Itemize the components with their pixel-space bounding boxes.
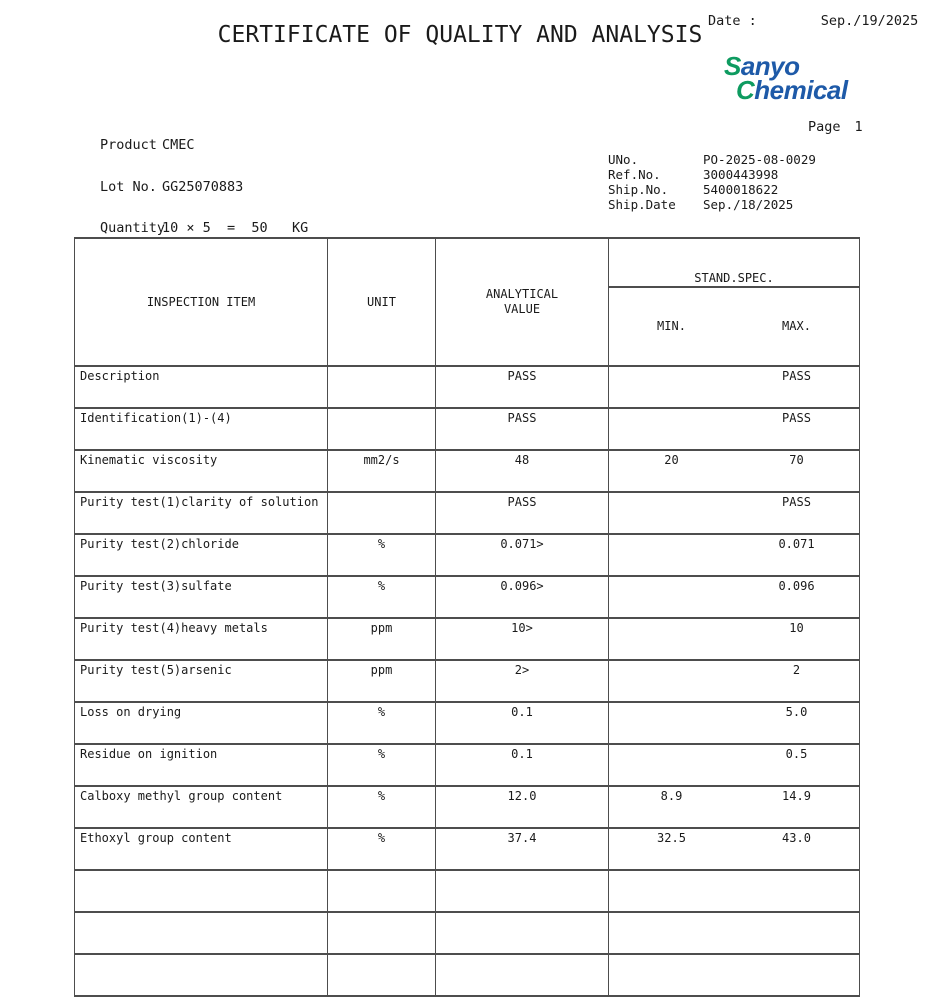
shipment-row	[608, 182, 816, 197]
cell-analytical-value	[436, 912, 609, 954]
quantity-value: 10 × 5 = 50 KG	[162, 220, 309, 236]
cell-unit	[328, 912, 436, 954]
header-analytical-value	[436, 238, 609, 366]
cell-unit	[328, 492, 436, 534]
cell-stand-spec	[609, 912, 860, 954]
company-logo	[724, 51, 848, 105]
spec-pair	[609, 663, 859, 677]
cell-inspection-item: Description	[75, 366, 328, 408]
cell-spec-max: 70	[789, 453, 804, 467]
date-value: Sep./19/2025	[820, 13, 919, 29]
cell-inspection-item: Loss on drying	[75, 702, 328, 744]
table-row	[75, 492, 860, 534]
cell-unit: mm2/s	[328, 450, 436, 492]
logo-initial-c: C	[736, 75, 755, 105]
table-row	[75, 870, 860, 912]
shipment-row	[608, 197, 816, 212]
cell-spec-min	[609, 705, 734, 719]
cell-spec-max: PASS	[782, 369, 811, 383]
cell-spec-min: 32.5	[657, 831, 686, 845]
page-title: CERTIFICATE OF QUALITY AND ANALYSIS	[217, 22, 703, 48]
cell-unit: %	[328, 828, 436, 870]
cell-stand-spec	[609, 450, 860, 492]
cell-inspection-item	[75, 912, 328, 954]
shipment-value: 3000443998	[703, 167, 779, 182]
cell-inspection-item: Calboxy methyl group content	[75, 786, 328, 828]
cell-spec-max: 0.5	[785, 747, 808, 761]
spec-pair	[609, 579, 859, 593]
spec-pair	[609, 495, 859, 509]
cell-spec-max: 10	[789, 621, 804, 635]
header-analytical-line1: ANALYTICAL	[485, 287, 559, 301]
lot-label: Lot No.	[100, 179, 157, 195]
cell-analytical-value: 37.4	[436, 828, 609, 870]
table-row	[75, 450, 860, 492]
cell-stand-spec	[609, 660, 860, 702]
cell-stand-spec	[609, 702, 860, 744]
cell-stand-spec	[609, 534, 860, 576]
cell-analytical-value: 0.096>	[436, 576, 609, 618]
shipment-label: Ship.No.	[608, 182, 669, 197]
lot-line	[100, 179, 243, 195]
cell-stand-spec	[609, 744, 860, 786]
table-row	[75, 786, 860, 828]
quantity-line	[100, 220, 308, 236]
table-row	[75, 660, 860, 702]
spec-pair	[609, 789, 859, 803]
table-row	[75, 828, 860, 870]
shipment-row	[608, 152, 816, 167]
table-row	[75, 702, 860, 744]
logo-line-chemical	[736, 75, 848, 105]
cell-inspection-item: Kinematic viscosity	[75, 450, 328, 492]
cell-unit: %	[328, 534, 436, 576]
cell-stand-spec	[609, 870, 860, 912]
cell-inspection-item: Purity test(2)chloride	[75, 534, 328, 576]
table-row	[75, 618, 860, 660]
cell-unit: ppm	[328, 618, 436, 660]
header-analytical-line2: VALUE	[503, 302, 541, 316]
logo-rest-hemical: hemical	[754, 75, 848, 105]
cell-spec-min	[609, 579, 734, 593]
shipment-value: PO-2025-08-0029	[703, 152, 816, 167]
quantity-label: Quantity	[100, 220, 166, 236]
cell-stand-spec	[609, 954, 860, 996]
cell-stand-spec	[609, 408, 860, 450]
table-row	[75, 744, 860, 786]
cell-inspection-item	[75, 870, 328, 912]
cell-analytical-value: PASS	[436, 366, 609, 408]
inspection-table	[74, 237, 860, 997]
logo-rest-anyo: anyo	[740, 51, 800, 81]
page-label: Page	[808, 119, 841, 135]
cell-spec-min	[609, 621, 734, 635]
inspection-table-header	[75, 238, 860, 366]
page-number: 1	[854, 119, 863, 135]
date-row	[708, 13, 918, 29]
lot-value: GG25070883	[162, 179, 244, 195]
cell-inspection-item: Purity test(3)sulfate	[75, 576, 328, 618]
date-label: Date :	[708, 13, 757, 29]
cell-spec-min	[609, 411, 734, 425]
cell-stand-spec	[609, 618, 860, 660]
table-row	[75, 534, 860, 576]
spec-pair	[609, 453, 859, 467]
cell-analytical-value: 10>	[436, 618, 609, 660]
cell-analytical-value: 0.1	[436, 702, 609, 744]
spec-pair	[609, 831, 859, 845]
cell-analytical-value: PASS	[436, 492, 609, 534]
spec-pair	[609, 705, 859, 719]
cell-unit: %	[328, 576, 436, 618]
cell-unit: %	[328, 786, 436, 828]
cell-spec-max: PASS	[782, 411, 811, 425]
cell-analytical-value	[436, 870, 609, 912]
cell-spec-min: 20	[664, 453, 679, 467]
cell-spec-max: 2	[792, 663, 801, 677]
cell-unit	[328, 366, 436, 408]
cell-analytical-value	[436, 954, 609, 996]
cell-spec-min	[609, 495, 734, 509]
cell-stand-spec	[609, 576, 860, 618]
shipment-row	[608, 167, 816, 182]
shipment-info-block	[608, 152, 816, 212]
shipment-value: 5400018622	[703, 182, 779, 197]
shipment-value: Sep./18/2025	[703, 197, 794, 212]
cell-unit	[328, 408, 436, 450]
cell-spec-max: PASS	[782, 495, 811, 509]
cell-unit	[328, 954, 436, 996]
cell-spec-max: 0.096	[778, 579, 815, 593]
cell-stand-spec	[609, 786, 860, 828]
cell-analytical-value: 12.0	[436, 786, 609, 828]
cell-inspection-item: Purity test(5)arsenic	[75, 660, 328, 702]
cell-spec-max: 14.9	[782, 789, 811, 803]
table-row	[75, 954, 860, 996]
inspection-table-body	[75, 366, 860, 996]
cell-analytical-value: PASS	[436, 408, 609, 450]
cell-stand-spec	[609, 366, 860, 408]
spec-pair	[609, 369, 859, 383]
cell-stand-spec	[609, 828, 860, 870]
cell-unit	[328, 870, 436, 912]
cell-spec-min: 8.9	[660, 789, 683, 803]
cell-inspection-item: Purity test(4)heavy metals	[75, 618, 328, 660]
shipment-label: Ref.No.	[608, 167, 661, 182]
product-value: CMEC	[162, 137, 195, 153]
cell-inspection-item: Identification(1)-(4)	[75, 408, 328, 450]
cell-inspection-item	[75, 954, 328, 996]
cell-unit: %	[328, 744, 436, 786]
cell-unit: ppm	[328, 660, 436, 702]
cell-spec-max: 0.071	[778, 537, 815, 551]
logo-initial-s: S	[724, 51, 741, 81]
header-stand-spec-label: STAND.SPEC.	[609, 269, 859, 288]
cell-inspection-item: Purity test(1)clarity of solution	[75, 492, 328, 534]
cell-spec-min	[609, 369, 734, 383]
header-max: MAX.	[782, 319, 811, 333]
cell-analytical-value: 0.1	[436, 744, 609, 786]
header-min: MIN.	[657, 319, 686, 333]
header-unit: UNIT	[328, 238, 436, 366]
spec-pair	[609, 537, 859, 551]
table-row	[75, 366, 860, 408]
spec-pair	[609, 747, 859, 761]
cell-unit: %	[328, 702, 436, 744]
cell-inspection-item: Ethoxyl group content	[75, 828, 328, 870]
cell-spec-min	[609, 537, 734, 551]
spec-pair	[609, 621, 859, 635]
table-row	[75, 576, 860, 618]
page-indicator	[808, 119, 863, 135]
product-line	[100, 137, 195, 153]
header-inspection-item: INSPECTION ITEM	[75, 238, 328, 366]
cell-spec-max: 43.0	[782, 831, 811, 845]
spec-pair	[609, 411, 859, 425]
cell-stand-spec	[609, 492, 860, 534]
cell-analytical-value: 48	[436, 450, 609, 492]
header-stand-spec	[609, 238, 860, 366]
table-row	[75, 912, 860, 954]
shipment-label: Ship.Date	[608, 197, 676, 212]
cell-spec-min	[609, 663, 734, 677]
cell-inspection-item: Residue on ignition	[75, 744, 328, 786]
cell-spec-min	[609, 747, 734, 761]
cell-spec-max: 5.0	[785, 705, 808, 719]
product-label: Product	[100, 137, 157, 153]
cell-analytical-value: 0.071>	[436, 534, 609, 576]
shipment-label: UNo.	[608, 152, 639, 167]
cell-analytical-value: 2>	[436, 660, 609, 702]
table-row	[75, 408, 860, 450]
